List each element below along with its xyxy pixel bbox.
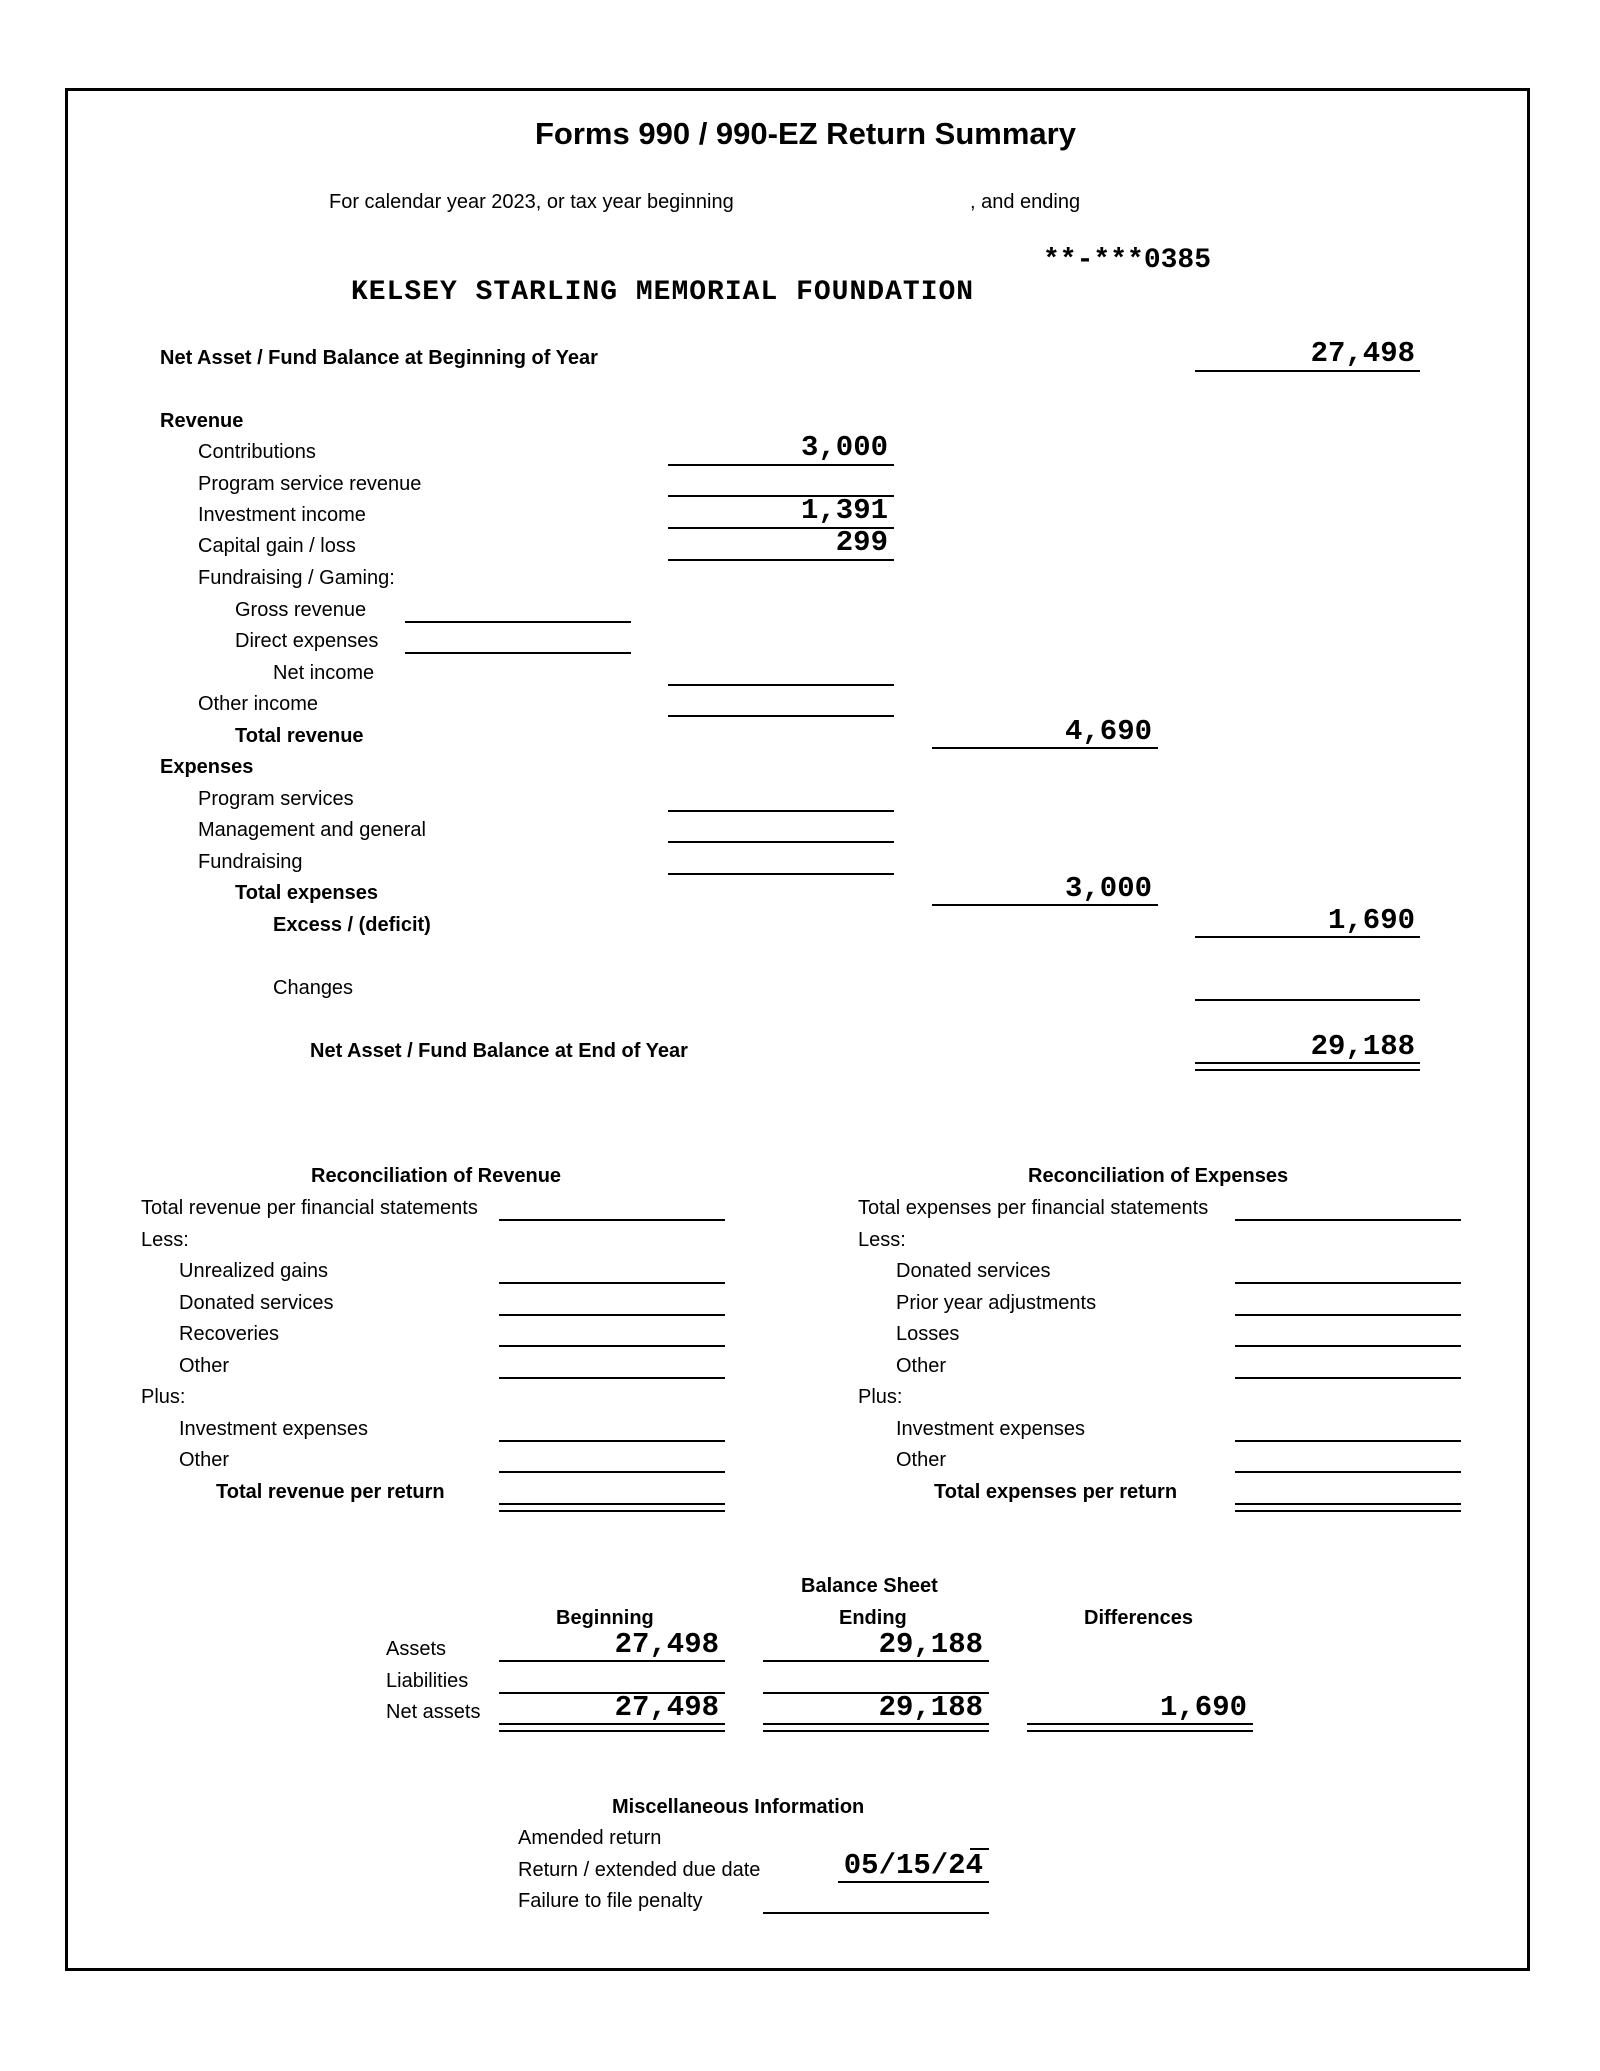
program-services-line [668, 810, 894, 812]
direct-expenses-line [405, 652, 631, 654]
capital-gain-label: Capital gain / loss [198, 535, 356, 557]
investment-income-value: 1,391 [800, 494, 888, 527]
program-service-revenue-label: Program service revenue [198, 473, 422, 495]
recon-expenses-less-label: Less: [858, 1229, 906, 1251]
excess-deficit-value: 1,690 [1327, 904, 1415, 937]
recon-expenses-investment-expenses-label: Investment expenses [896, 1418, 1085, 1440]
recon-expenses-heading: Reconciliation of Expenses [1028, 1165, 1289, 1187]
balance-sheet-col-ending: Ending [839, 1607, 907, 1629]
recon-revenue-per-fs-label: Total revenue per financial statements [141, 1197, 478, 1219]
penalty-label: Failure to file penalty [518, 1890, 703, 1912]
misc-heading: Miscellaneous Information [612, 1796, 865, 1818]
net-assets-beginning-value: 27,498 [614, 1691, 719, 1724]
recon-revenue-donated-services-label: Donated services [179, 1292, 334, 1314]
recon-expenses-other-less-label: Other [896, 1355, 947, 1377]
balance-sheet-col-beginning: Beginning [556, 1607, 654, 1629]
fundraising-line [668, 873, 894, 875]
recon-revenue-other-plus-label: Other [179, 1449, 230, 1471]
gross-revenue-label: Gross revenue [235, 599, 367, 621]
direct-expenses-label: Direct expenses [235, 630, 379, 652]
recon-expenses-other-plus-line [1235, 1471, 1461, 1473]
recon-revenue-plus-label: Plus: [141, 1386, 186, 1408]
balance-sheet-col-differences: Differences [1084, 1607, 1193, 1629]
excess-deficit-line [1195, 936, 1420, 938]
assets-ending-line [763, 1660, 989, 1662]
recon-revenue-unrealized-gains-line [499, 1282, 725, 1284]
net-assets-difference-value: 1,690 [1159, 1691, 1247, 1724]
recon-expenses-prior-year-label: Prior year adjustments [896, 1292, 1097, 1314]
total-expenses-value: 3,000 [1064, 872, 1152, 905]
end-balance-double-line [1195, 1062, 1420, 1071]
capital-gain-line [668, 559, 894, 561]
recon-expenses-prior-year-line [1235, 1314, 1461, 1316]
recon-revenue-other-less-label: Other [179, 1355, 230, 1377]
recon-expenses-total-double-line [1235, 1503, 1461, 1512]
recon-revenue-total-double-line [499, 1503, 725, 1512]
recon-revenue-total-label: Total revenue per return [216, 1481, 445, 1503]
total-revenue-line [932, 747, 1158, 749]
liabilities-label: Liabilities [386, 1670, 469, 1692]
recon-expenses-per-fs-line [1235, 1219, 1461, 1221]
ein: **-***0385 [1043, 245, 1212, 276]
recon-expenses-losses-line [1235, 1345, 1461, 1347]
end-balance-label: Net Asset / Fund Balance at End of Year [310, 1040, 688, 1062]
recon-expenses-plus-label: Plus: [858, 1386, 903, 1408]
recon-expenses-other-less-line [1235, 1377, 1461, 1379]
revenue-heading: Revenue [160, 410, 244, 432]
total-expenses-label: Total expenses [235, 882, 379, 904]
contributions-value: 3,000 [800, 431, 888, 464]
gross-revenue-line [405, 621, 631, 623]
net-assets-label: Net assets [386, 1701, 481, 1723]
form-title: Forms 990 / 990-EZ Return Summary [535, 116, 1076, 151]
recon-expenses-donated-services-label: Donated services [896, 1260, 1051, 1282]
excess-deficit-label: Excess / (deficit) [273, 914, 431, 936]
amended-return-label: Amended return [518, 1827, 662, 1849]
tax-year-ending-label: , and ending [970, 191, 1081, 213]
recon-revenue-recoveries-label: Recoveries [179, 1323, 280, 1345]
fundraising-label: Fundraising [198, 851, 303, 873]
assets-beginning-value: 27,498 [614, 1628, 719, 1661]
net-assets-difference-double-line [1027, 1723, 1253, 1732]
recon-expenses-other-plus-label: Other [896, 1449, 947, 1471]
management-general-line [668, 841, 894, 843]
net-income-line [668, 684, 894, 686]
capital-gain-value: 299 [835, 526, 888, 559]
assets-label: Assets [386, 1638, 447, 1660]
expenses-heading: Expenses [160, 756, 254, 778]
recon-revenue-other-less-line [499, 1377, 725, 1379]
due-date-label: Return / extended due date [518, 1859, 761, 1881]
beginning-balance-label: Net Asset / Fund Balance at Beginning of Year [160, 347, 598, 369]
other-income-label: Other income [198, 693, 319, 715]
recon-expenses-donated-services-line [1235, 1282, 1461, 1284]
due-date-value: 05/15/24 [843, 1849, 983, 1882]
beginning-balance-value: 27,498 [1310, 337, 1415, 370]
recon-revenue-donated-services-line [499, 1314, 725, 1316]
net-income-label: Net income [273, 662, 375, 684]
recon-revenue-recoveries-line [499, 1345, 725, 1347]
assets-beginning-line [499, 1660, 725, 1662]
recon-revenue-investment-expenses-line [499, 1440, 725, 1442]
total-expenses-line [932, 904, 1158, 906]
fundraising-gaming-label: Fundraising / Gaming: [198, 567, 395, 589]
recon-revenue-less-label: Less: [141, 1229, 189, 1251]
tax-year-label: For calendar year 2023, or tax year beginning [329, 191, 734, 213]
end-balance-value: 29,188 [1310, 1030, 1415, 1063]
program-services-label: Program services [198, 788, 354, 810]
total-revenue-value: 4,690 [1064, 715, 1152, 748]
recon-revenue-unrealized-gains-label: Unrealized gains [179, 1260, 328, 1282]
total-revenue-label: Total revenue [235, 725, 364, 747]
recon-expenses-investment-expenses-line [1235, 1440, 1461, 1442]
other-income-line [668, 715, 894, 717]
contributions-label: Contributions [198, 441, 316, 463]
recon-expenses-losses-label: Losses [896, 1323, 960, 1345]
beginning-balance-line [1195, 370, 1420, 372]
net-assets-beginning-double-line [499, 1723, 725, 1732]
changes-label: Changes [273, 977, 354, 999]
net-assets-ending-double-line [763, 1723, 989, 1732]
assets-ending-value: 29,188 [878, 1628, 983, 1661]
organization-name: KELSEY STARLING MEMORIAL FOUNDATION [351, 277, 975, 308]
penalty-line [763, 1912, 989, 1914]
recon-revenue-heading: Reconciliation of Revenue [311, 1165, 562, 1187]
recon-expenses-per-fs-label: Total expenses per financial statements [858, 1197, 1209, 1219]
investment-income-label: Investment income [198, 504, 366, 526]
recon-revenue-investment-expenses-label: Investment expenses [179, 1418, 368, 1440]
balance-sheet-heading: Balance Sheet [801, 1575, 938, 1597]
recon-revenue-other-plus-line [499, 1471, 725, 1473]
net-assets-ending-value: 29,188 [878, 1691, 983, 1724]
recon-expenses-total-label: Total expenses per return [934, 1481, 1178, 1503]
recon-revenue-per-fs-line [499, 1219, 725, 1221]
contributions-line [668, 464, 894, 466]
due-date-line [838, 1881, 989, 1883]
management-general-label: Management and general [198, 819, 426, 841]
changes-line [1195, 999, 1420, 1001]
